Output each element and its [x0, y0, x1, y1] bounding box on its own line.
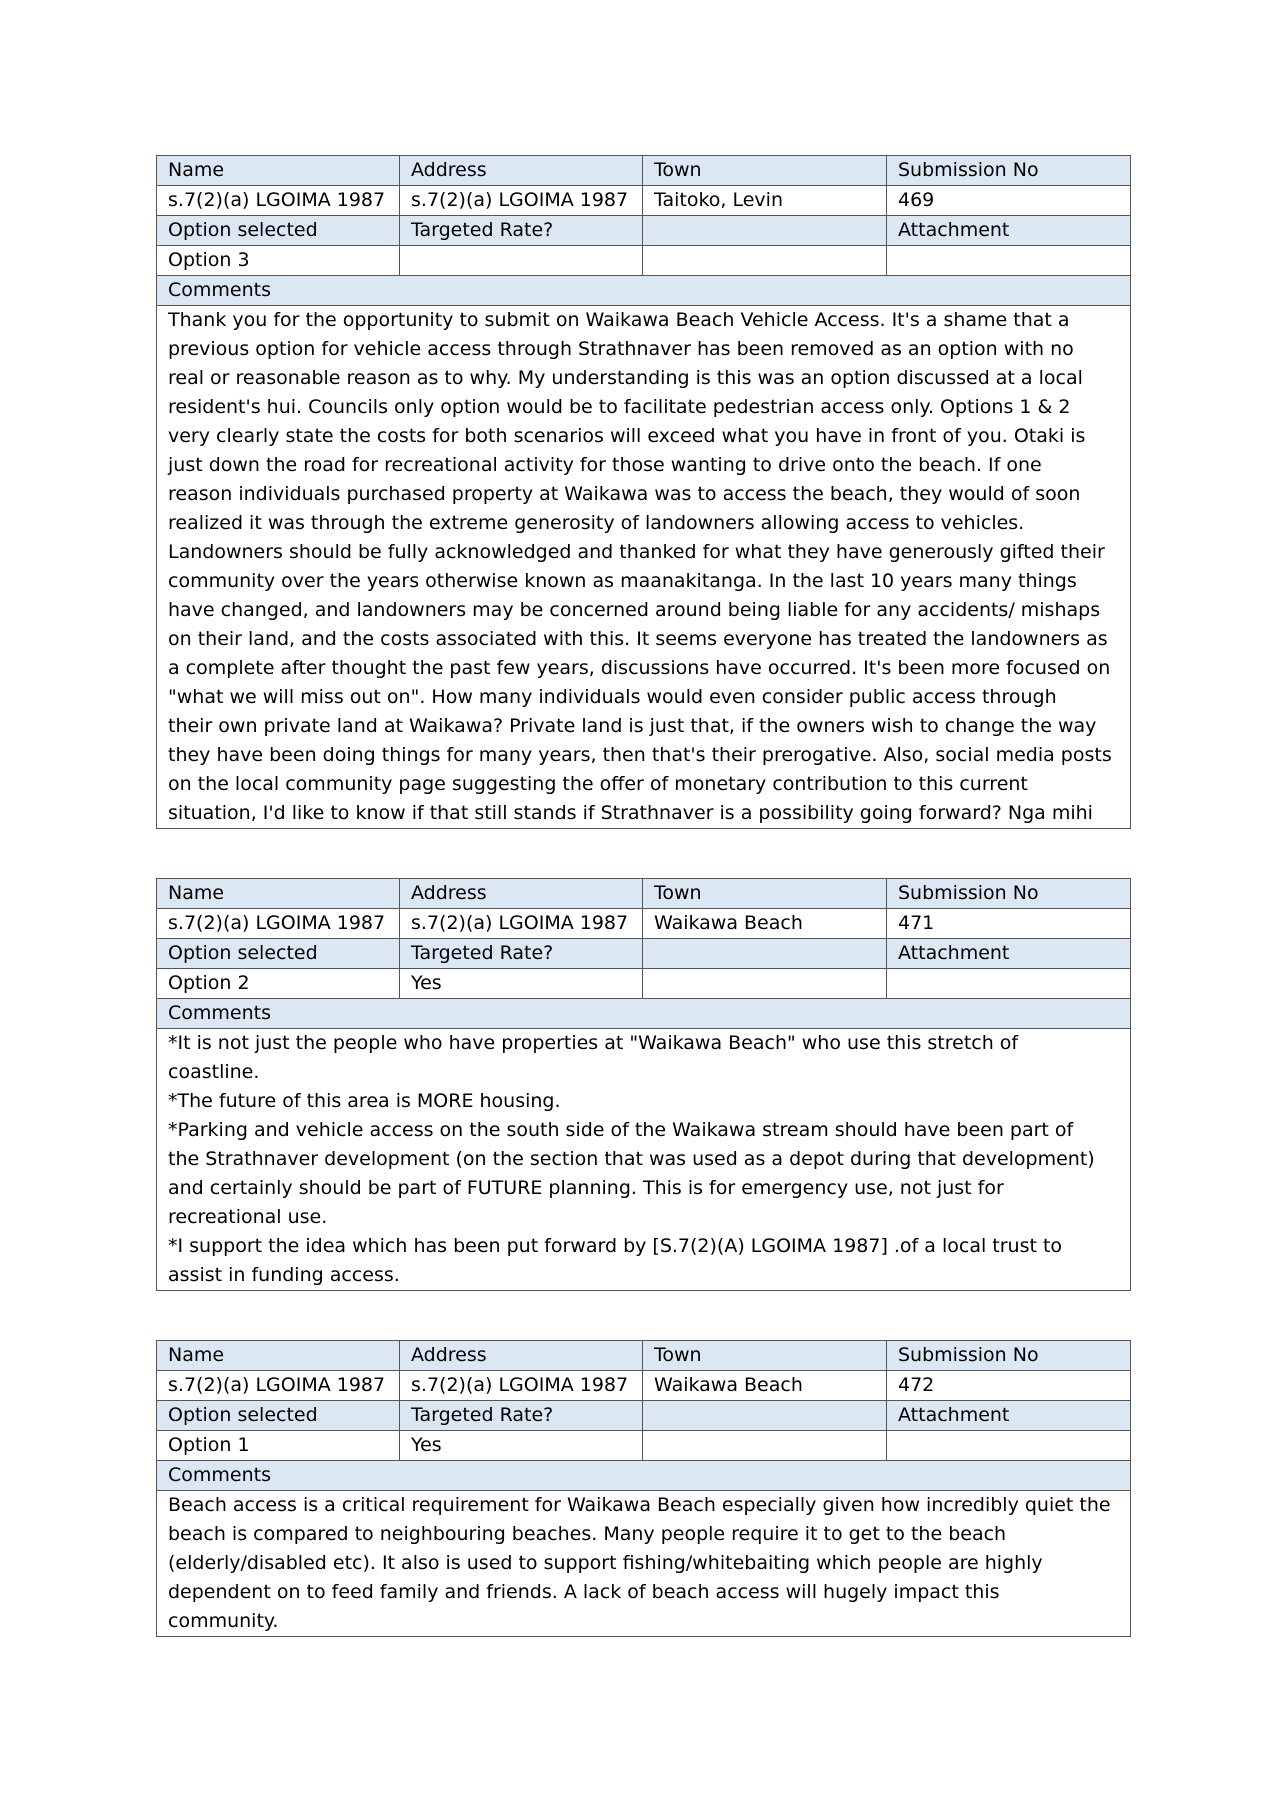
comment-line: dependent on to feed family and friends. A lack of beach access will hugely impact this — [168, 1581, 1000, 1603]
comment-line: *I support the idea which has been put forward by [S.7(2)(A) LGOIMA 1987] .of a local trust to — [168, 1235, 1063, 1257]
targeted-rate-value — [400, 246, 643, 276]
comment-line: *Parking and vehicle access on the south side of the Waikawa stream should have been part of — [168, 1119, 1074, 1141]
comment-line: beach is compared to neighbouring beaches. Many people require it to get to the beach — [168, 1523, 1007, 1545]
targeted-rate-header: Targeted Rate? — [400, 1401, 643, 1431]
comment-line: just down the road for recreational activity for those wanting to drive onto the beach. If one — [168, 454, 1042, 476]
submission-no-header: Submission No — [887, 1341, 1131, 1371]
comment-text — [157, 306, 1131, 829]
comments-header: Comments — [157, 999, 1131, 1029]
comment-line: their own private land at Waikawa? Private land is just that, if the owners wish to change the way — [168, 715, 1097, 737]
attachment-value — [887, 246, 1131, 276]
comment-line: previous option for vehicle access through Strathnaver has been removed as an option with no — [168, 338, 1074, 360]
targeted-rate-value: Yes — [400, 969, 643, 999]
option-selected-header: Option selected — [157, 1401, 400, 1431]
option-header-row — [157, 1401, 1131, 1431]
blank-cell — [643, 246, 887, 276]
details-row — [157, 1371, 1131, 1401]
details-row — [157, 909, 1131, 939]
comment-line: Landowners should be fully acknowledged and thanked for what they have generously gifted their — [168, 541, 1105, 563]
comment-line: and certainly should be part of FUTURE planning. This is for emergency use, not just for — [168, 1177, 1004, 1199]
comment-line: very clearly state the costs for both scenarios will exceed what you have in front of you. Otaki is — [168, 425, 1086, 447]
comment-line: community over the years otherwise known as maanakitanga. In the last 10 years many things — [168, 570, 1077, 592]
comment-line: community. — [168, 1610, 279, 1632]
option-value: Option 1 — [157, 1431, 400, 1461]
attachment-header: Attachment — [887, 216, 1131, 246]
comment-line: a complete after thought the past few years, discussions have occurred. It's been more focused on — [168, 657, 1111, 679]
submission-no-value: 469 — [887, 186, 1131, 216]
submission-table — [156, 155, 1131, 829]
comment-line: *The future of this area is MORE housing. — [168, 1090, 561, 1112]
comment-line: resident's hui. Councils only option would be to facilitate pedestrian access only. Options 1 & 2 — [168, 396, 1071, 418]
name-value: s.7(2)(a) LGOIMA 1987 — [157, 186, 400, 216]
comment-line: assist in funding access. — [168, 1264, 400, 1286]
address-header: Address — [400, 1341, 643, 1371]
comments-header: Comments — [157, 1461, 1131, 1491]
comment-line: the Strathnaver development (on the section that was used as a depot during that development) — [168, 1148, 1095, 1170]
town-value: Waikawa Beach — [643, 1371, 887, 1401]
comment-line: "what we will miss out on". How many individuals would even consider public access through — [168, 686, 1057, 708]
submission-no-value: 472 — [887, 1371, 1131, 1401]
targeted-rate-header: Targeted Rate? — [400, 216, 643, 246]
comment-line: on their land, and the costs associated with this. It seems everyone has treated the landowners as — [168, 628, 1108, 650]
address-header: Address — [400, 879, 643, 909]
town-header: Town — [643, 156, 887, 186]
comment-line: reason individuals purchased property at Waikawa was to access the beach, they would of soon — [168, 483, 1081, 505]
submission-no-header: Submission No — [887, 879, 1131, 909]
blank-header-cell — [643, 939, 887, 969]
comment-line: situation, I'd like to know if that still stands if Strathnaver is a possibility going forward? Nga mihi — [168, 802, 1093, 824]
option-value: Option 3 — [157, 246, 400, 276]
comment-line: have changed, and landowners may be concerned around being liable for any accidents/ mishaps — [168, 599, 1101, 621]
blank-cell — [643, 1431, 887, 1461]
town-value: Waikawa Beach — [643, 909, 887, 939]
option-row — [157, 1431, 1131, 1461]
targeted-rate-value: Yes — [400, 1431, 643, 1461]
comments-row — [157, 1491, 1131, 1637]
comment-line: realized it was through the extreme generosity of landowners allowing access to vehicles. — [168, 512, 1025, 534]
attachment-header: Attachment — [887, 1401, 1131, 1431]
comment-line: coastline. — [168, 1061, 260, 1083]
town-header: Town — [643, 1341, 887, 1371]
name-header: Name — [157, 879, 400, 909]
comments-row — [157, 306, 1131, 829]
attachment-value — [887, 969, 1131, 999]
comment-line: Thank you for the opportunity to submit on Waikawa Beach Vehicle Access. It's a shame that a — [168, 309, 1070, 331]
comment-line: recreational use. — [168, 1206, 328, 1228]
comments-header-row — [157, 276, 1131, 306]
blank-cell — [643, 969, 887, 999]
option-selected-header: Option selected — [157, 216, 400, 246]
option-row — [157, 969, 1131, 999]
option-selected-header: Option selected — [157, 939, 400, 969]
submission-table — [156, 878, 1131, 1291]
submission-no-value: 471 — [887, 909, 1131, 939]
name-header: Name — [157, 156, 400, 186]
header-row — [157, 879, 1131, 909]
comment-line: real or reasonable reason as to why. My understanding is this was an option discussed at a local — [168, 367, 1083, 389]
comments-header: Comments — [157, 276, 1131, 306]
comment-line: on the local community page suggesting the offer of monetary contribution to this current — [168, 773, 1028, 795]
comment-line: *It is not just the people who have properties at "Waikawa Beach" who use this stretch of — [168, 1032, 1019, 1054]
address-header: Address — [400, 156, 643, 186]
header-row — [157, 156, 1131, 186]
blank-header-cell — [643, 216, 887, 246]
town-value: Taitoko, Levin — [643, 186, 887, 216]
submission-table — [156, 1340, 1131, 1637]
option-row — [157, 246, 1131, 276]
comment-text — [157, 1029, 1131, 1291]
name-value: s.7(2)(a) LGOIMA 1987 — [157, 1371, 400, 1401]
comments-header-row — [157, 999, 1131, 1029]
comments-row — [157, 1029, 1131, 1291]
comment-line: Beach access is a critical requirement for Waikawa Beach especially given how incredibly quiet the — [168, 1494, 1111, 1516]
targeted-rate-header: Targeted Rate? — [400, 939, 643, 969]
details-row — [157, 186, 1131, 216]
name-header: Name — [157, 1341, 400, 1371]
address-value: s.7(2)(a) LGOIMA 1987 — [400, 1371, 643, 1401]
comments-header-row — [157, 1461, 1131, 1491]
option-header-row — [157, 216, 1131, 246]
name-value: s.7(2)(a) LGOIMA 1987 — [157, 909, 400, 939]
option-value: Option 2 — [157, 969, 400, 999]
option-header-row — [157, 939, 1131, 969]
attachment-header: Attachment — [887, 939, 1131, 969]
header-row — [157, 1341, 1131, 1371]
town-header: Town — [643, 879, 887, 909]
address-value: s.7(2)(a) LGOIMA 1987 — [400, 909, 643, 939]
attachment-value — [887, 1431, 1131, 1461]
blank-header-cell — [643, 1401, 887, 1431]
comment-line: they have been doing things for many years, then that's their prerogative. Also, social media posts — [168, 744, 1112, 766]
comment-line: (elderly/disabled etc). It also is used to support fishing/whitebaiting which people are highly — [168, 1552, 1043, 1574]
submission-no-header: Submission No — [887, 156, 1131, 186]
comment-text — [157, 1491, 1131, 1637]
address-value: s.7(2)(a) LGOIMA 1987 — [400, 186, 643, 216]
